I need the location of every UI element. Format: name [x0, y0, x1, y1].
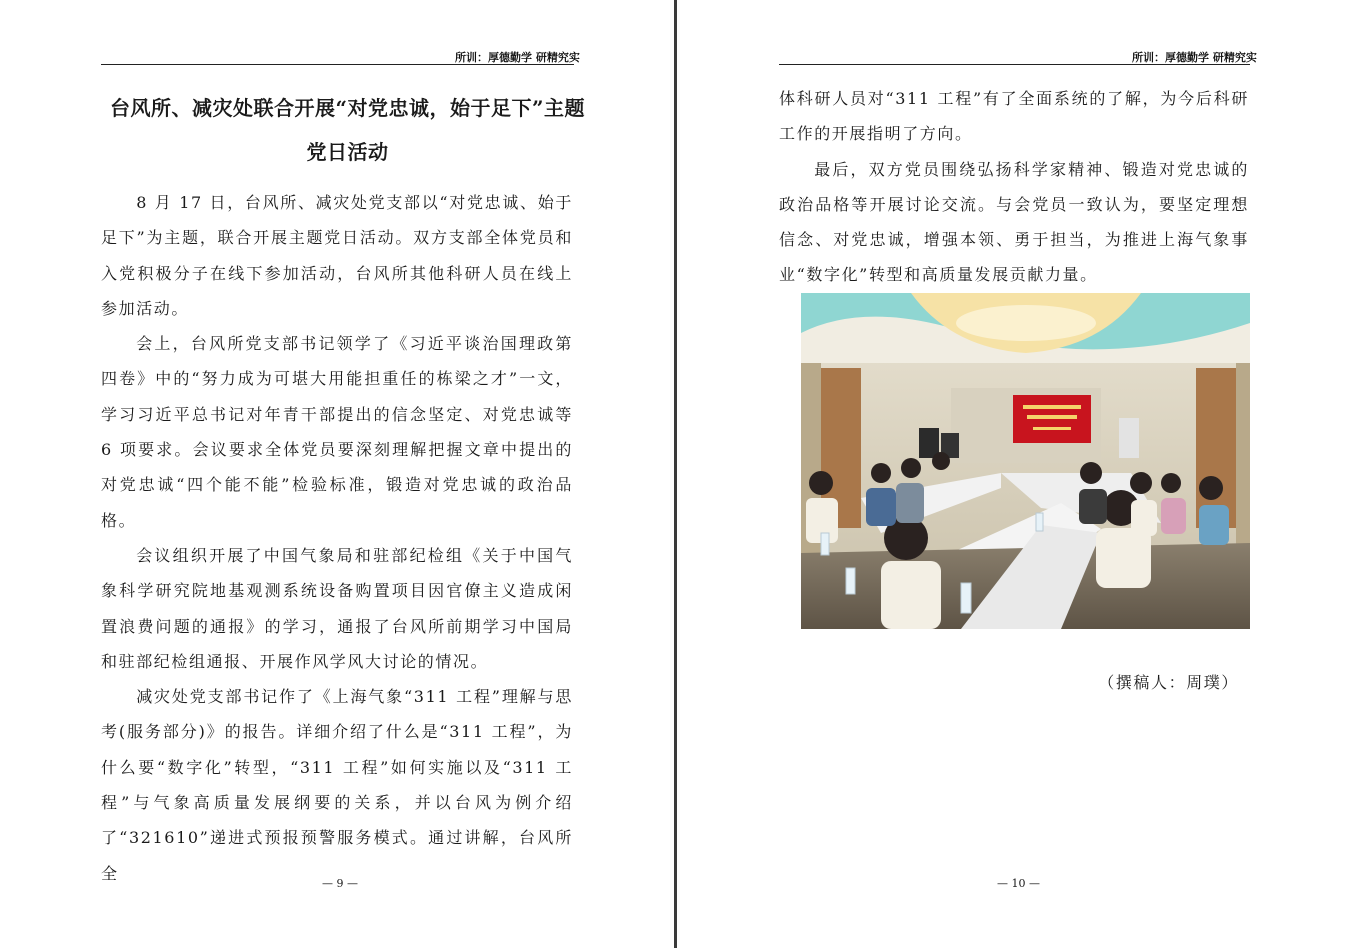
header-rule [779, 64, 1250, 65]
continued-paragraph: 体科研人员对“311 工程”有了全面系统的了解，为今后科研工作的开展指明了方向。 [779, 89, 1249, 144]
paragraph-2: 会上，台风所党支部书记领学了《习近平谈治国理政第四卷》中的“努力成为可堪大用能担重任的栋梁之才”一文，学习习近平总书记对年青干部提出的信念坚定、对党忠诚等 6 项要求。会议要求全体党员要深刻理解把握文章中提出的对党忠诚“四个能不能”检验标准，锻造对党忠诚的政治品格。 [101, 334, 573, 530]
meeting-photo [801, 293, 1250, 629]
right-body-text [779, 81, 1249, 293]
article-title: 台风所、减灾处联合开展“对党忠诚，始于足下”主题党日活动 [109, 96, 585, 164]
left-body-text [101, 185, 573, 891]
paragraph-3: 会议组织开展了中国气象局和驻部纪检组《关于中国气象科学研究院地基观测系统设备购置项目因官僚主义造成闲置浪费问题的通报》的学习，通报了台风所前期学习中国局和驻部纪检组通报、开展作风学风大讨论的情况。 [101, 545, 573, 671]
page-header-motto: 所训：厚德勤学 研精究实 [455, 51, 580, 64]
header-rule [101, 64, 574, 65]
author-credit: （撰稿人：周璞） [1098, 673, 1239, 692]
meeting-photo-illustration [801, 293, 1250, 629]
paragraph-4: 减灾处党支部书记作了《上海气象“311 工程”理解与思考(服务部分)》的报告。详细介绍了什么是“311 工程”，为什么要“数字化”转型，“311 工程”如何实施以及“311 工程”与气象高质量发展纲要的关系，并以台风为例介绍了“321610”递进式预报预警服务模式。通过讲解，台风所全 [101, 687, 573, 883]
page-number: — 9 — [322, 877, 358, 890]
page-header-motto: 所训：厚德勤学 研精究实 [1132, 51, 1257, 64]
paragraph-5: 最后，双方党员围绕弘扬科学家精神、锻造对党忠诚的政治品格等开展讨论交流。与会党员一致认为，要坚定理想信念、对党忠诚，增强本领、勇于担当，为推进上海气象事业“数字化”转型和高质量发展贡献力量。 [779, 159, 1249, 285]
paragraph-1: 8 月 17 日，台风所、减灾处党支部以“对党忠诚、始于足下”为主题，联合开展主题党日活动。双方支部全体党员和入党积极分子在线下参加活动，台风所其他科研人员在线上参加活动。 [101, 193, 573, 318]
page-number: — 10 — [997, 877, 1040, 890]
